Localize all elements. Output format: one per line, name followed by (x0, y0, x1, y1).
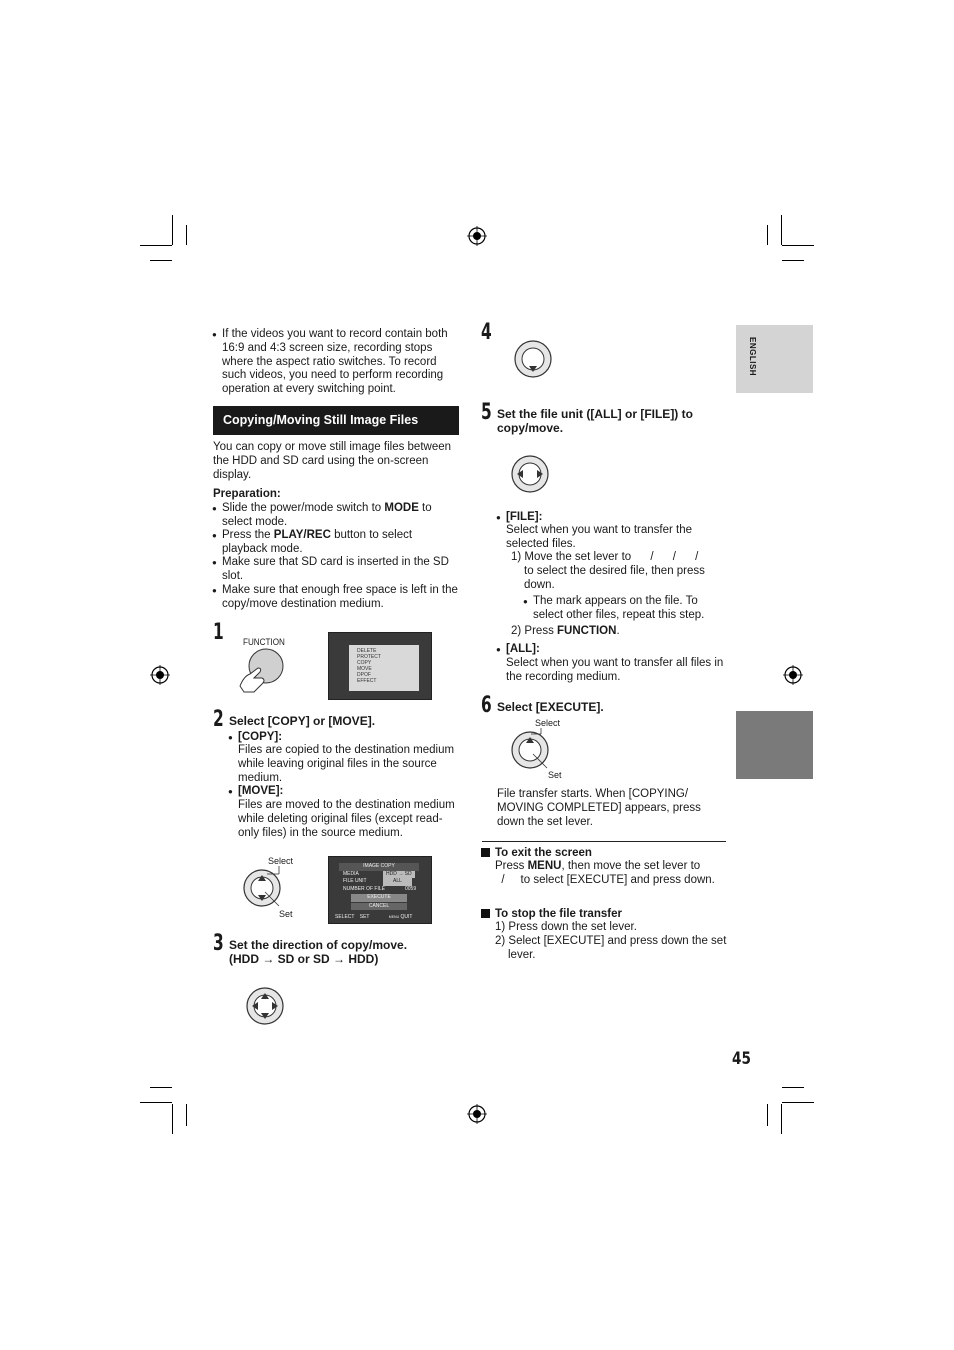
lcd-num-files: NUMBER OF FILE (343, 885, 385, 892)
step-6-number: 6 (481, 693, 492, 718)
copy-label: ● [COPY]: (238, 731, 282, 745)
exit-text-1: Press MENU, then move the set lever to (495, 860, 701, 872)
menu-item-delete: DELETE (357, 648, 377, 654)
lcd-footer-select: SELECT (335, 914, 355, 920)
menu-item-copy: COPY (357, 660, 372, 666)
menu-item-protect: PROTECT (357, 654, 381, 660)
menu-item-dpof: DPOF (357, 672, 371, 678)
lcd-menu-screen (328, 632, 432, 700)
step-2-number: 2 (213, 707, 224, 732)
all-label: ● [ALL]: (506, 643, 540, 657)
side-tab-label: ENGLISH (748, 337, 757, 377)
lcd-file-unit: FILE UNIT (343, 878, 367, 884)
menu-item-move: MOVE (357, 666, 372, 672)
step-6-text: File transfer starts. When [COPYING/ MOVING COMPLETED] appears, press down the set lever. (497, 788, 701, 828)
stop-step-2: 2) Select [EXECUTE] and press down the set lever. (495, 935, 727, 961)
step-2-title: Select [COPY] or [MOVE]. (229, 714, 376, 728)
step-3-number: 3 (213, 931, 224, 956)
function-button-icon (236, 648, 288, 694)
file-step-2: 2) Press FUNCTION. (511, 625, 620, 637)
select-label-step2: Select (268, 856, 294, 866)
set-lever-icon-step6 (511, 728, 556, 773)
lcd-num-files-value: 0059 (405, 885, 417, 892)
lcd-execute[interactable]: EXECUTE (351, 894, 407, 902)
preparation-label: Preparation: (213, 488, 281, 500)
all-text: Select when you want to transfer all files in the recording medium. (506, 657, 724, 683)
file-mark-note: ● The mark appears on the file. To select other files, repeat this step. (533, 595, 723, 623)
side-block (736, 711, 813, 779)
prep-item-1: ● Slide the power/mode switch to MODE to select mode. (222, 502, 452, 530)
menu-item-effect: EFFECT (357, 678, 377, 684)
lcd-image-copy-screen (328, 856, 432, 924)
prep-item-4: ● Make sure that enough free space is left in the copy/move destination medium. (222, 584, 458, 612)
registration-mark-right (783, 665, 803, 685)
set-label-step6: Set (548, 770, 562, 780)
lcd-file-unit-value[interactable]: ALL (383, 878, 412, 886)
step-1-number: 1 (213, 620, 224, 645)
step-6-title: Select [EXECUTE]. (497, 700, 604, 714)
exit-text-2: / to select [EXECUTE] and press down. (495, 874, 715, 886)
select-label-step6: Select (535, 718, 561, 728)
lcd-footer-quit: QUIT (400, 914, 413, 920)
section-intro: You can copy or move still image files between the HDD and SD card using the on-screen display. (213, 441, 452, 481)
lcd-title: IMAGE COPY (339, 863, 419, 871)
registration-mark-left (150, 665, 170, 685)
copy-text: Files are copied to the destination medium while leaving original files in the source medium. (238, 744, 455, 784)
step-5-number: 5 (481, 400, 492, 425)
set-lever-icon-step3 (246, 987, 284, 1025)
section-heading (213, 406, 459, 435)
divider (482, 841, 726, 842)
registration-mark-bottom (467, 1104, 487, 1124)
section-title: Copying/Moving Still Image Files (223, 413, 419, 427)
lcd-footer-menu: MENU (388, 915, 400, 919)
file-step-1: 1) Move the set lever to / / / (511, 551, 699, 563)
set-lever-icon-step4 (514, 340, 552, 378)
lcd-footer-set: SET (359, 914, 370, 920)
set-lever-icon-step5 (511, 455, 549, 493)
exit-heading: To exit the screen (481, 847, 592, 861)
page-number: 45 (732, 1049, 751, 1069)
side-tab-english (736, 325, 813, 393)
lcd-media-value[interactable]: HDD → SD (383, 871, 415, 879)
set-lever-icon-step2 (243, 866, 288, 911)
stop-heading: To stop the file transfer (481, 908, 622, 922)
prep-item-3: ● Make sure that SD card is inserted in the SD slot. (222, 556, 452, 584)
file-step-1b: to select the desired file, then press down. (524, 565, 705, 591)
registration-mark-top (467, 226, 487, 246)
step-4-number: 4 (481, 320, 492, 345)
move-text: Files are moved to the destination medium while deleting original files (except read-only files) in the source medium. (238, 799, 455, 839)
step-5-title: Set the file unit ([ALL] or [FILE]) to copy/move. (497, 407, 693, 435)
prep-item-2: ● Press the PLAY/REC button to select playback mode. (222, 529, 452, 557)
step-3-title-line1: Set the direction of copy/move. (229, 938, 408, 952)
intro-bullet: ● If the videos you want to record contain both 16:9 and 4:3 screen size, recording stops where the aspect ratio switches. To record such videos, you need to perform recording operation at every switching point. (222, 328, 462, 397)
set-label-step2: Set (279, 909, 293, 919)
lcd-media: MEDIA (343, 870, 359, 877)
move-label: ● [MOVE]: (238, 785, 283, 799)
stop-step-1: 1) Press down the set lever. (495, 921, 637, 933)
step-3-title-line2: (HDD → SD or SD → HDD) (229, 952, 379, 966)
file-label: ● [FILE]: (506, 511, 542, 525)
file-text: Select when you want to transfer the selected files. (506, 524, 693, 550)
lcd-cancel[interactable]: CANCEL (351, 903, 407, 911)
function-label: FUNCTION (243, 637, 285, 647)
